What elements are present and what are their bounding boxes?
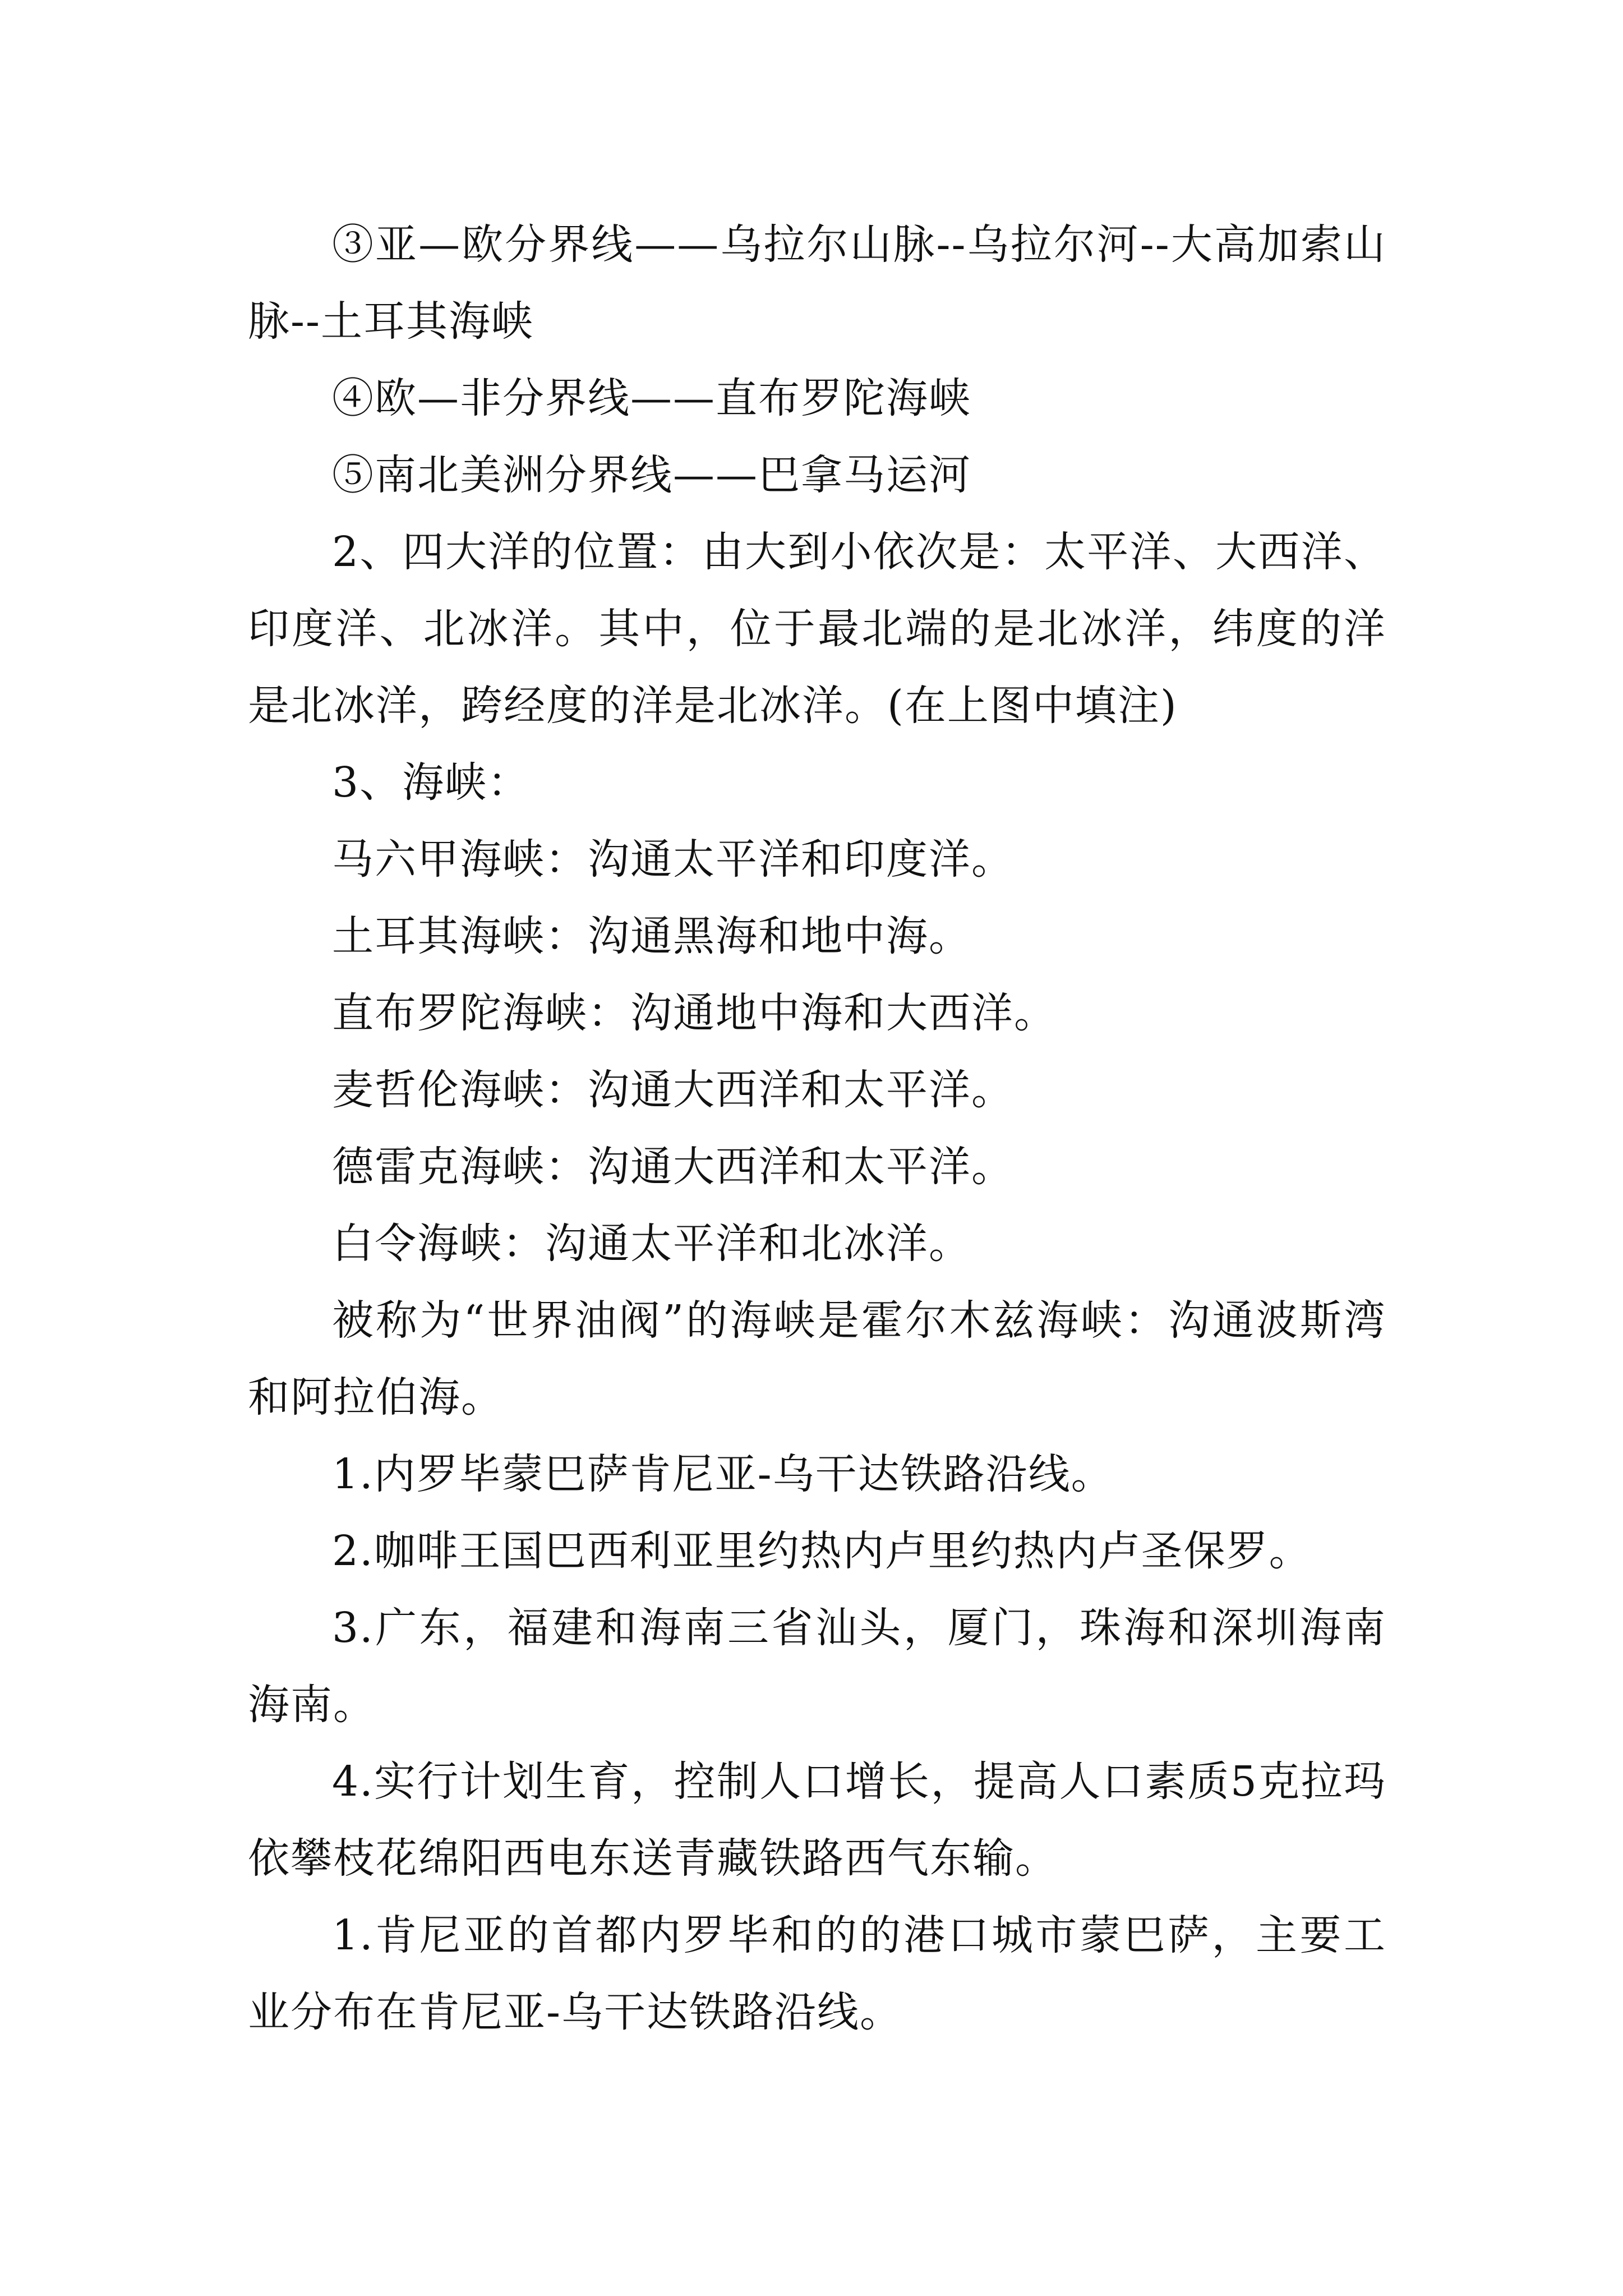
paragraph-item-1-nairobi: 1.内罗毕蒙巴萨肯尼亚-乌干达铁路沿线。 [332, 1450, 1114, 1498]
paragraph-item-2-brazil: 2.咖啡王国巴西利亚里约热内卢里约热内卢圣保罗。 [332, 1527, 1312, 1575]
paragraph-four-oceans: 2、四大洋的位置：由大到小依次是：太平洋、大西洋、印度洋、北冰洋。其中，位于最北端的是北冰洋，纬度的洋是北冰洋，跨经度的洋是北冰洋。(在上图中填注) [248, 528, 1386, 730]
paragraph-strait-turkish: 土耳其海峡：沟通黑海和地中海。 [332, 912, 971, 960]
paragraph-item-4-family-planning: 4.实行计划生育，控制人口增长，提高人口素质5克拉玛依攀枝花绵阳西电东送青藏铁路西气东输。 [248, 1757, 1386, 1883]
paragraph-strait-drake: 德雷克海峡：沟通大西洋和太平洋。 [332, 1143, 1014, 1191]
paragraph-straits-heading: 3、海峡： [332, 758, 531, 807]
paragraph-strait-magellan: 麦哲伦海峡：沟通大西洋和太平洋。 [332, 1066, 1014, 1114]
paragraph-americas-boundary: ⑤南北美洲分界线——巴拿马运河 [332, 451, 971, 499]
paragraph-strait-bering: 白令海峡：沟通太平洋和北冰洋。 [332, 1220, 971, 1268]
paragraph-strait-malacca: 马六甲海峡：沟通太平洋和印度洋。 [332, 835, 1014, 884]
document-body [248, 206, 1386, 2051]
paragraph-item-1-kenya: 1.肯尼亚的首都内罗毕和的的港口城市蒙巴萨，主要工业分布在肯尼亚-乌干达铁路沿线。 [248, 1911, 1386, 2036]
paragraph-europe-africa-boundary: ④欧—非分界线——直布罗陀海峡 [332, 374, 971, 422]
paragraph-strait-hormuz: 被称为“世界油阀”的海峡是霍尔木兹海峡：沟通波斯湾和阿拉伯海。 [248, 1296, 1386, 1421]
paragraph-strait-gibraltar: 直布罗陀海峡：沟通地中海和大西洋。 [332, 989, 1057, 1037]
paragraph-item-3-guangdong: 3.广东，福建和海南三省汕头，厦门，珠海和深圳海南海南。 [248, 1604, 1386, 1729]
paragraph-asia-europe-boundary: ③亚—欧分界线——乌拉尔山脉--乌拉尔河--大高加索山脉--土耳其海峡 [248, 220, 1386, 346]
